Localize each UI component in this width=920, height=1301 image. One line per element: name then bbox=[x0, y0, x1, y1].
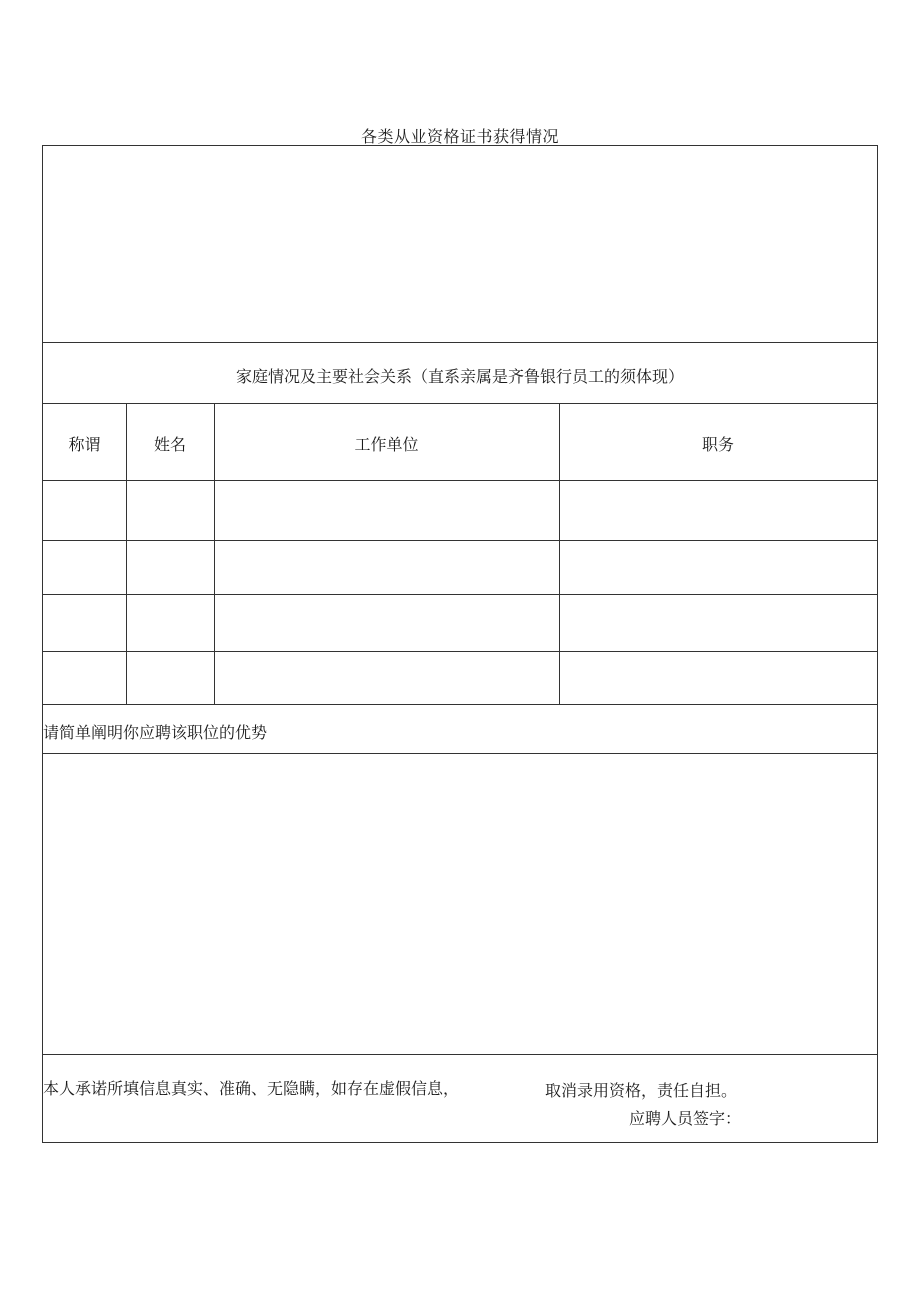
application-form bbox=[42, 145, 878, 1143]
certificates-content-area[interactable] bbox=[43, 146, 877, 342]
signature-label: 应聘人员签字： bbox=[629, 1109, 742, 1128]
column-header-relation: 称谓 bbox=[68, 435, 101, 454]
column-header-employer: 工作单位 bbox=[354, 435, 419, 454]
page-title: 各类从业资格证书获得情况 bbox=[360, 127, 559, 146]
column-divider bbox=[559, 403, 560, 704]
table-row bbox=[43, 595, 877, 651]
column-divider bbox=[126, 403, 127, 704]
table-row bbox=[43, 541, 877, 594]
column-header-position: 职务 bbox=[701, 435, 734, 454]
table-row bbox=[43, 481, 877, 540]
divider bbox=[43, 342, 877, 343]
column-divider bbox=[214, 403, 215, 704]
pledge-text: 本人承诺所填信息真实、准确、无隐瞒，如存在虚假信息， bbox=[43, 1079, 460, 1098]
table-row bbox=[43, 652, 877, 704]
advantages-label: 请简单阐明你应聘该职位的优势 bbox=[43, 723, 268, 742]
pledge-text-continued: 取消录用资格，责任自担。 bbox=[545, 1081, 738, 1100]
divider bbox=[43, 704, 877, 705]
divider bbox=[43, 1054, 877, 1055]
column-header-name: 姓名 bbox=[153, 435, 186, 454]
advantages-content-area[interactable] bbox=[43, 754, 877, 1054]
family-section-heading: 家庭情况及主要社会关系（直系亲属是齐鲁银行员工的须体现） bbox=[235, 367, 684, 386]
divider bbox=[43, 403, 877, 404]
